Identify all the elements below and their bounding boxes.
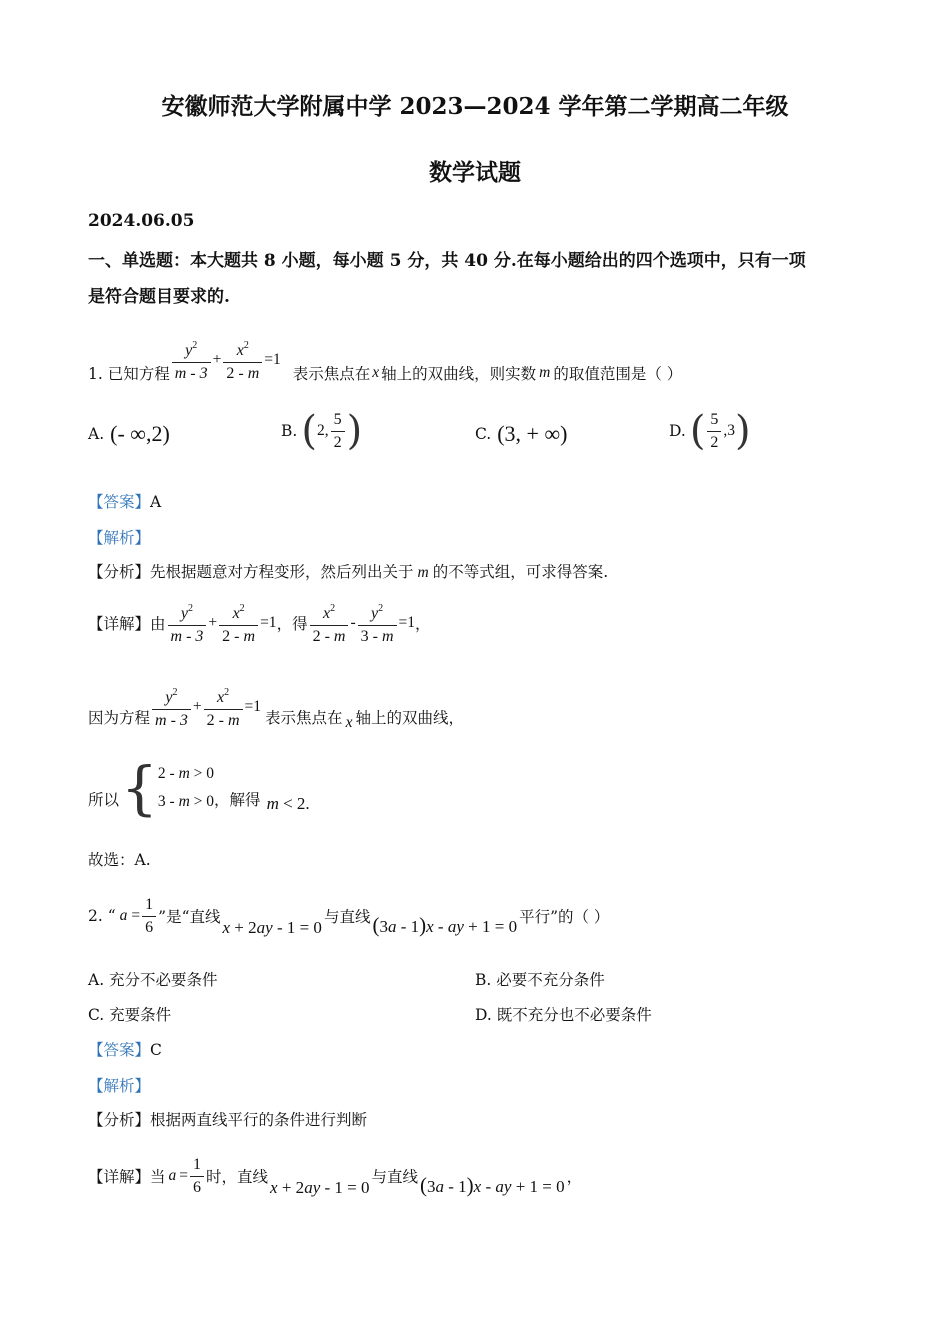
- equation-fraction: $\frac{y^2}{m - 3}$: [172, 337, 211, 383]
- q2-answer: 【答案】C: [88, 1041, 162, 1059]
- section-heading-line1: 一、单选题：本大题共 8 小题，每小题 5 分，共 40 分.在每小题给出的四个选项中，只有一项: [88, 251, 806, 271]
- q2-fenxi: 【分析】根据两直线平行的条件进行判断: [88, 1111, 368, 1129]
- equation-fraction: $\frac{x^2}{2 - m}$: [223, 337, 262, 383]
- question-2-stem: 2. “ a = $\frac{1}{6}$ ”是“直线 x + 2ay - 1 = 0 与直线 (3a - 1)x - ay + 1 = 0 平行”的（ ）: [88, 895, 610, 937]
- q1-prefix: 1. 已知方程: [88, 365, 170, 383]
- q1-because: 因为方程 $\frac{y^2}{m - 3}$ + $\frac{x^2}{2 - m}$ =1 表示焦点在 x 轴上的双曲线，: [88, 687, 464, 731]
- q2-option-c: C. 充要条件: [88, 1006, 172, 1024]
- q2-xiangjie: 【详解】 当 a = $\frac{1}{6}$ 时，直线 x + 2ay - 1 = 0 与直线 (3a - 1)x - ay + 1 = 0 ，: [88, 1155, 583, 1197]
- q1-option-a: A. (- ∞,2): [88, 421, 170, 446]
- q2-option-a: A. 充分不必要条件: [88, 971, 218, 989]
- q2-analysis-label: 【解析】: [88, 1077, 151, 1095]
- page-title: 安徽师范大学附属中学 2023—2024 学年第二学期高二年级: [161, 93, 789, 120]
- q1-fenxi: 【分析】先根据题意对方程变形，然后列出关于 m 的不等式组，可求得答案.: [88, 563, 609, 581]
- q1-option-d: D. ( $\frac{5}{2}$ ,3 ): [669, 408, 751, 454]
- question-1-stem: 1. 已知方程 $\frac{y^2}{m - 3}$ + $\frac{x^2}{2 - m}$ =1 表示焦点在 x 轴上的双曲线，则实数 m 的取值范围是（ ）: [88, 330, 682, 390]
- q2-option-b: B. 必要不充分条件: [475, 971, 605, 989]
- q1-analysis-label: 【解析】: [88, 529, 151, 547]
- q1-xiangjie: 【详解】 由 $\frac{y^2}{m - 3}$ + $\frac{x^2}{2 - m}$ =1 ，得 $\frac{x^2}{2 - m}$ - $\frac{y^2}{3 - m}$ =1 ，: [88, 603, 431, 645]
- q1-option-b: B. ( 2, $\frac{5}{2}$ ): [281, 408, 363, 454]
- section-heading-line2: 是符合题目要求的.: [88, 287, 230, 307]
- q1-system: 所以 { 2 - m > 0 3 - m > 0 ，解得 m < 2.: [88, 754, 310, 822]
- q1-answer: 【答案】A: [88, 493, 162, 511]
- exam-date: 2024.06.05: [88, 211, 195, 231]
- q1-option-c: C. (3, + ∞): [475, 421, 568, 446]
- page-subtitle: 数学试题: [429, 159, 521, 186]
- q1-conclusion: 故选：A.: [88, 851, 151, 869]
- q2-option-d: D. 既不充分也不必要条件: [475, 1006, 652, 1024]
